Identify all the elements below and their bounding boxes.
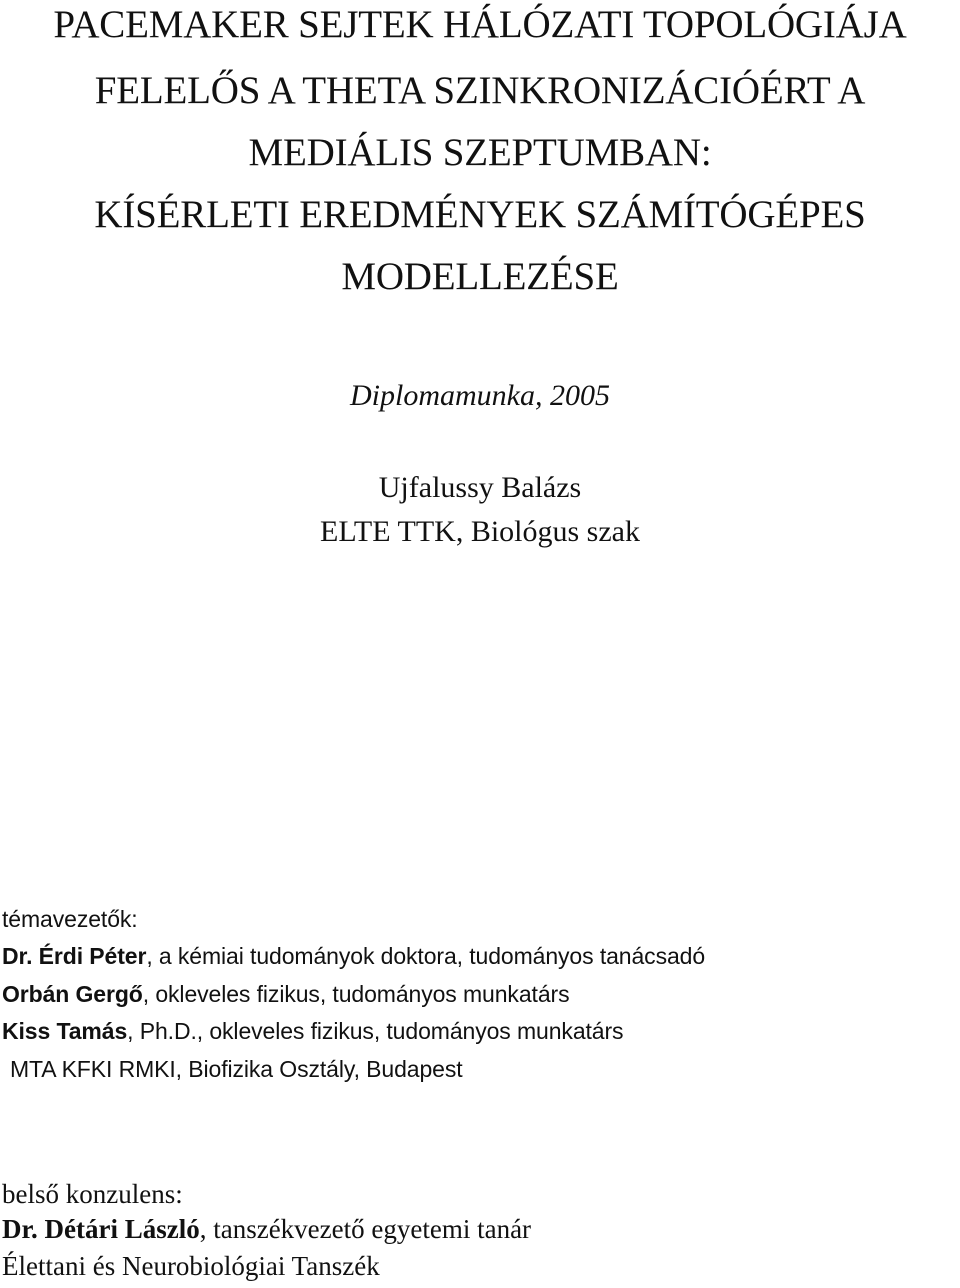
supervisor-3 xyxy=(2,1017,623,1045)
supervisors-institution: MTA KFKI RMKI, Biofizika Osztály, Budapest xyxy=(10,1056,463,1082)
author-name: Ujfalussy Balázs xyxy=(378,471,582,504)
supervisor-2 xyxy=(2,980,569,1008)
supervisor-1-role: , a kémiai tudományok doktora, tudományos tanácsadó xyxy=(146,943,706,969)
supervisors-heading: témavezetők: xyxy=(2,906,138,932)
title-line-5: MODELLEZÉSE xyxy=(341,255,619,298)
title-line-3: MEDIÁLIS SZEPTUMBAN: xyxy=(248,131,712,174)
supervisor-2-role: , okleveles fizikus, tudományos munkatárs xyxy=(142,981,570,1007)
author-affiliation: ELTE TTK, Biológus szak xyxy=(320,515,640,548)
thesis-type-year: Diplomamunka, 2005 xyxy=(350,379,610,412)
consultant-department: Élettani és Neurobiológiai Tanszék xyxy=(2,1251,380,1281)
title-line-1: PACEMAKER SEJTEK HÁLÓZATI TOPOLÓGIÁJA xyxy=(53,3,907,46)
title-line-4: KÍSÉRLETI EREDMÉNYEK SZÁMÍTÓGÉPES xyxy=(94,193,866,236)
supervisor-1 xyxy=(2,942,705,970)
supervisor-3-role: , Ph.D., okleveles fizikus, tudományos munkatárs xyxy=(127,1018,624,1044)
consultant-name: Dr. Détári László xyxy=(2,1214,200,1244)
supervisor-1-name: Dr. Érdi Péter xyxy=(2,943,147,969)
supervisor-3-name: Kiss Tamás xyxy=(2,1018,128,1044)
consultant-role: , tanszékvezető egyetemi tanár xyxy=(199,1214,532,1244)
supervisor-2-name: Orbán Gergő xyxy=(2,981,143,1007)
consultant-line xyxy=(2,1213,531,1245)
consultant-heading: belső konzulens: xyxy=(2,1179,183,1209)
title-line-2: FELELŐS A THETA SZINKRONIZÁCIÓÉRT A xyxy=(94,69,866,112)
